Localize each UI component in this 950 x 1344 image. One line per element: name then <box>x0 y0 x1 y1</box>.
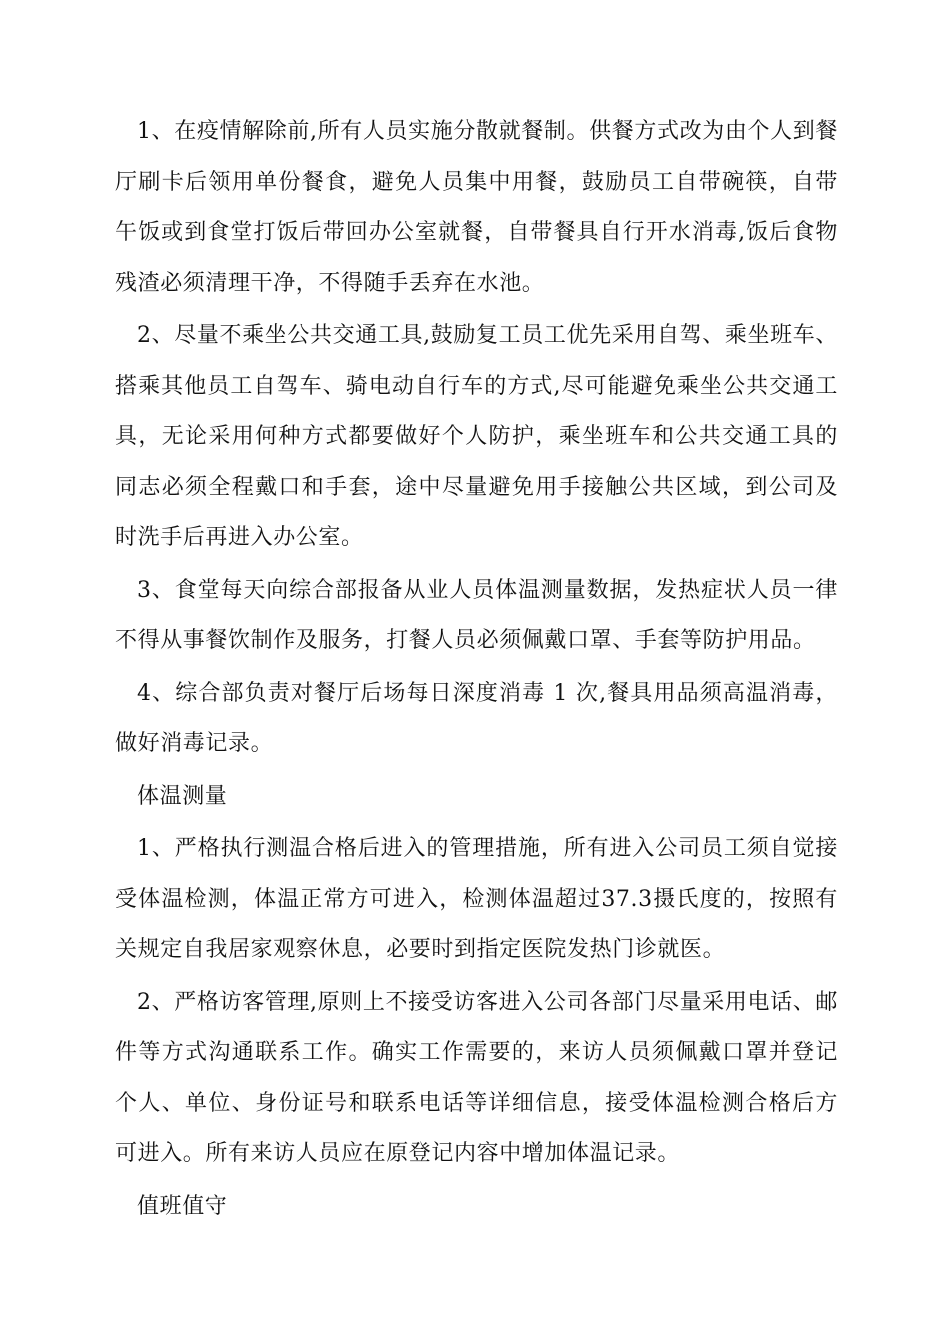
paragraph-canteen-3: 3、食堂每天向综合部报备从业人员体温测量数据，发热症状人员一律不得从事餐饮制作及服务，打餐人员必须佩戴口罩、手套等防护用品。 <box>115 577 838 653</box>
section-heading-temperature: 体温测量 <box>137 783 228 809</box>
paragraph-dining-1: 1、在疫情解除前,所有人员实施分散就餐制。供餐方式改为由个人到餐厅刷卡后领用单份餐食，避免人员集中用餐，鼓励员工自带碗筷，自带午饭或到食堂打饭后带回办公室就餐，自带餐具自行开水消毒,饭后食物残渣必须清理干净，不得随手丢弃在水池。 <box>115 119 838 296</box>
paragraph-disinfection-4: 4、综合部负责对餐厅后场每日深度消毒 1 次,餐具用品须高温消毒，做好消毒记录。 <box>115 680 838 756</box>
paragraph-transport-2: 2、尽量不乘坐公共交通工具,鼓励复工员工优先采用自驾、乘坐班车、搭乘其他员工自驾车、骑电动自行车的方式,尽可能避免乘坐公共交通工具，无论采用何种方式都要做好个人防护，乘坐班车和公共交通工具的同志必须全程戴口和手套，途中尽量避免用手接触公共区域，到公司及时洗手后再进入办公室。 <box>115 323 838 550</box>
section-heading-duty: 值班值守 <box>137 1193 228 1219</box>
paragraph-visitor-2: 2、严格访客管理,原则上不接受访客进入公司各部门尽量采用电话、邮件等方式沟通联系工作。确实工作需要的，来访人员须佩戴口罩并登记个人、单位、身份证号和联系电话等详细信息，接受体温检测合格后方可进入。所有来访人员应在原登记内容中增加体温记录。 <box>115 989 838 1166</box>
paragraph-temperature-1: 1、严格执行测温合格后进入的管理措施，所有进入公司员工须自觉接受体温检测，体温正常方可进入，检测体温超过37.3摄氏度的，按照有关规定自我居家观察休息，必要时到指定医院发热门诊就医。 <box>115 836 838 962</box>
